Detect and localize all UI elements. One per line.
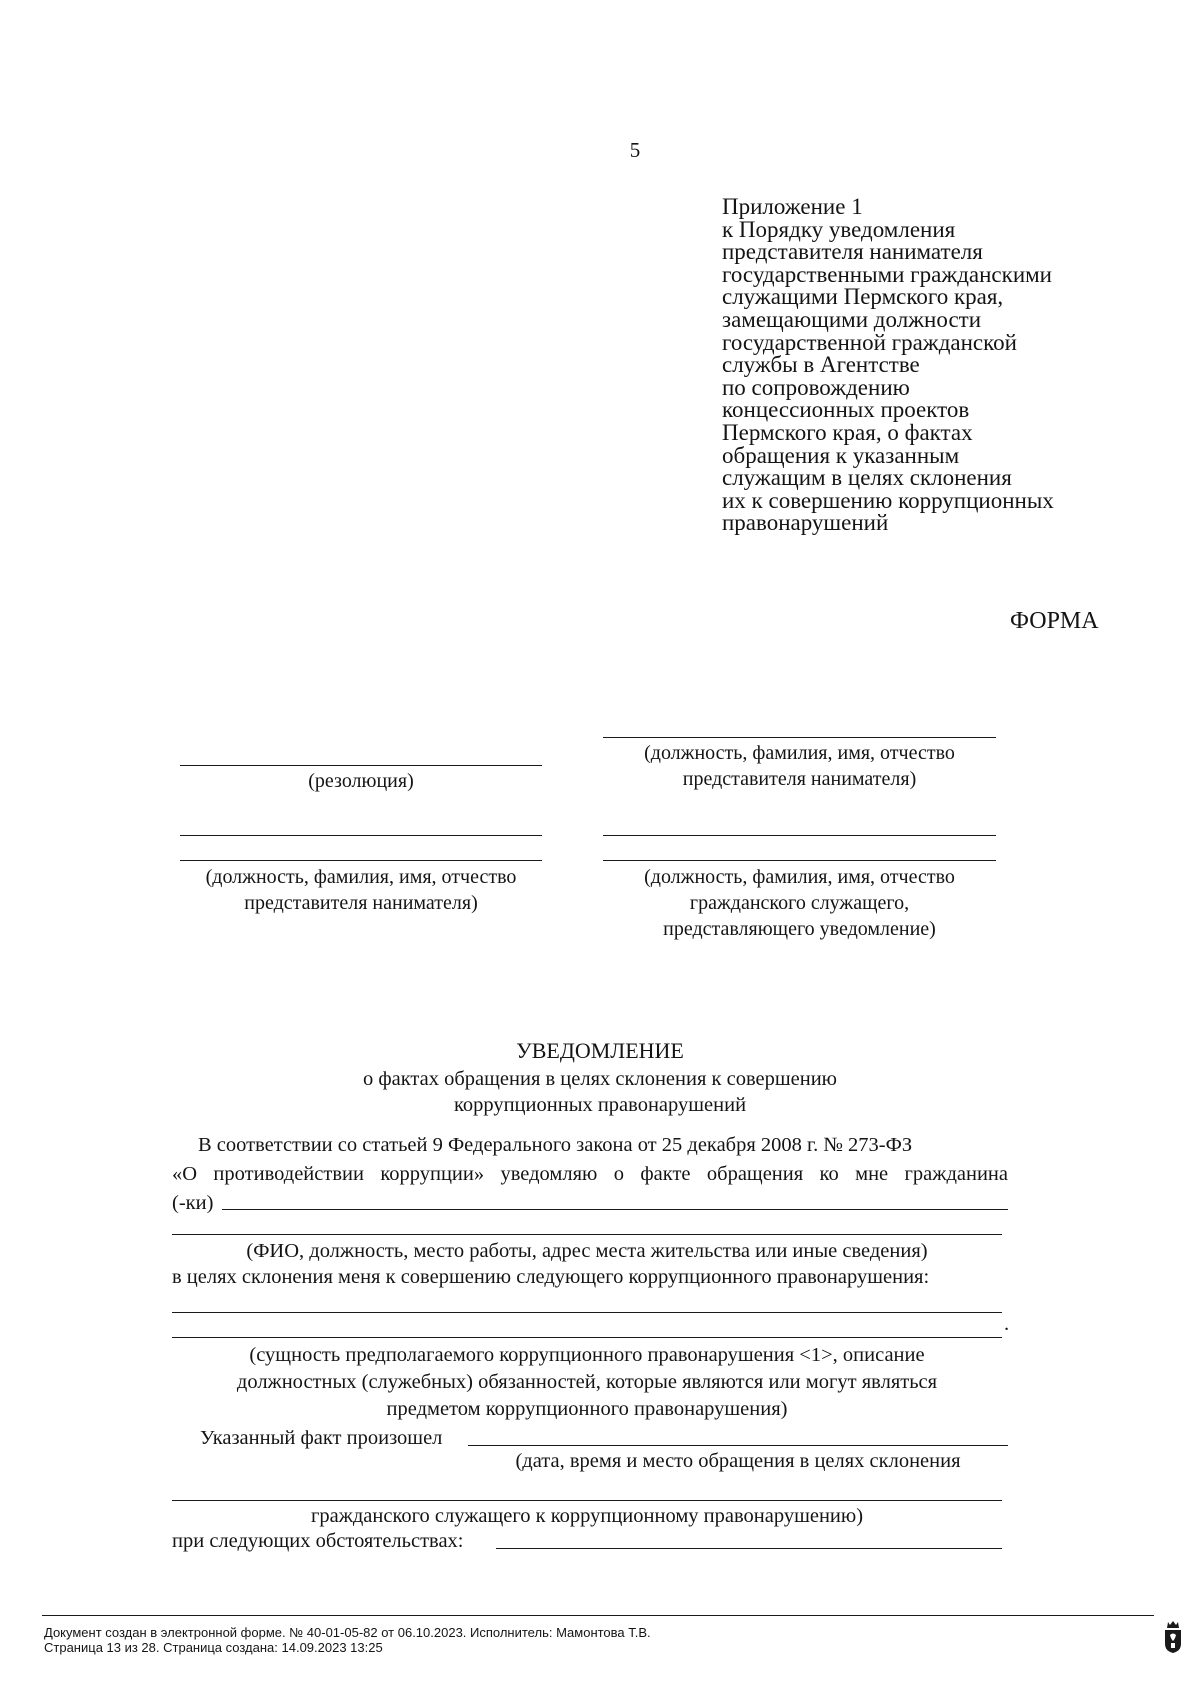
- notice-subtitle-1: о фактах обращения в целях склонения к совершению: [362, 1068, 838, 1090]
- appendix-line: службы в Агентстве: [722, 352, 920, 378]
- paragraph-line-1: В соответствии со статьей 9 Федерального закона от 25 декабря 2008 г. № 273-ФЗ: [198, 1134, 913, 1156]
- appendix-line: Пермского края, о фактах: [722, 419, 973, 445]
- notice-subtitle-2: коррупционных правонарушений: [453, 1094, 747, 1116]
- employer-rep-caption-right: (должность, фамилия, имя, отчество представителя нанимателя): [644, 742, 955, 790]
- purpose-line: в целях склонения меня к совершению следующего коррупционного правонарушения:: [172, 1266, 930, 1288]
- fact-field-line: [468, 1445, 1008, 1446]
- date-caption-2: гражданского служащего к коррупционному правонарушению): [310, 1505, 864, 1527]
- appendix-line: замещающими должности: [722, 306, 982, 332]
- notice-title: УВЕДОМЛЕНИЕ: [516, 1038, 684, 1063]
- appendix-line: государственными гражданскими: [722, 261, 1052, 287]
- employer-rep-line-left-1: [180, 835, 542, 836]
- citizen-field-line-2: [172, 1234, 1002, 1235]
- period-mark: .: [1004, 1313, 1010, 1335]
- circumstances-field-line: [496, 1548, 1002, 1549]
- employee-line-2: [603, 860, 996, 861]
- appendix-line: государственной гражданской: [722, 329, 1017, 355]
- employer-rep-caption-left: (должность, фамилия, имя, отчество представителя нанимателя): [205, 866, 517, 914]
- appendix-line: Приложение 1: [722, 194, 863, 219]
- appendix-reference: [722, 196, 1142, 535]
- appendix-line: представителя нанимателя: [722, 239, 983, 265]
- appendix-line: к Порядку уведомления: [722, 216, 956, 242]
- violation-field-line-1: [172, 1312, 1002, 1313]
- footer-line-1: Документ создан в электронной форме. № 40-01-05-82 от 06.10.2023. Исполнитель: Мамонтова Т.В.: [44, 1625, 651, 1640]
- footer-info: [44, 1625, 1104, 1655]
- resolution-line: [180, 765, 542, 766]
- resolution-caption: (резолюция): [308, 770, 414, 792]
- date-field-line: [172, 1500, 1002, 1501]
- appendix-line: служащим в целях склонения: [722, 465, 1012, 491]
- appendix-line: их к совершению коррупционных: [722, 487, 1054, 513]
- date-caption-1: (дата, время и место обращения в целях склонения: [515, 1450, 961, 1472]
- page-number: 5: [629, 138, 641, 162]
- form-label: ФОРМА: [1010, 608, 1099, 634]
- appendix-line: обращения к указанным: [722, 442, 960, 468]
- violation-field-line-2: [172, 1337, 1002, 1338]
- footer-divider: [42, 1615, 1154, 1616]
- employee-caption: (должность, фамилия, имя, отчество гражданского служащего, представляющего уведомление): [644, 866, 955, 940]
- coat-of-arms-icon: [1162, 1620, 1184, 1654]
- appendix-line: служащими Пермского края,: [722, 284, 1004, 310]
- appendix-line: по сопровождению: [722, 374, 910, 400]
- paragraph-line-3: (-ки): [172, 1192, 214, 1214]
- paragraph-line-2: «О противодействии коррупции» уведомляю о факте обращения ко мне гражданина: [172, 1163, 1008, 1185]
- employer-rep-line-right: [603, 737, 996, 738]
- citizen-field-line-1: [222, 1209, 1008, 1210]
- appendix-line: правонарушений: [722, 510, 889, 536]
- employee-line-1: [603, 835, 996, 836]
- circumstances-label: при следующих обстоятельствах:: [172, 1530, 464, 1552]
- fio-caption: (ФИО, должность, место работы, адрес места жительства или иные сведения): [246, 1240, 928, 1262]
- essence-caption: (сущность предполагаемого коррупционного правонарушения <1>, описание должностных (служебных) обязанностей, которые являются или могут являться предметом коррупционного правонарушения): [236, 1344, 938, 1420]
- footer-line-2: Страница 13 из 28. Страница создана: 14.09.2023 13:25: [44, 1640, 383, 1655]
- fact-label: Указанный факт произошел: [200, 1427, 443, 1449]
- employer-rep-line-left-2: [180, 860, 542, 861]
- appendix-line: концессионных проектов: [722, 397, 970, 423]
